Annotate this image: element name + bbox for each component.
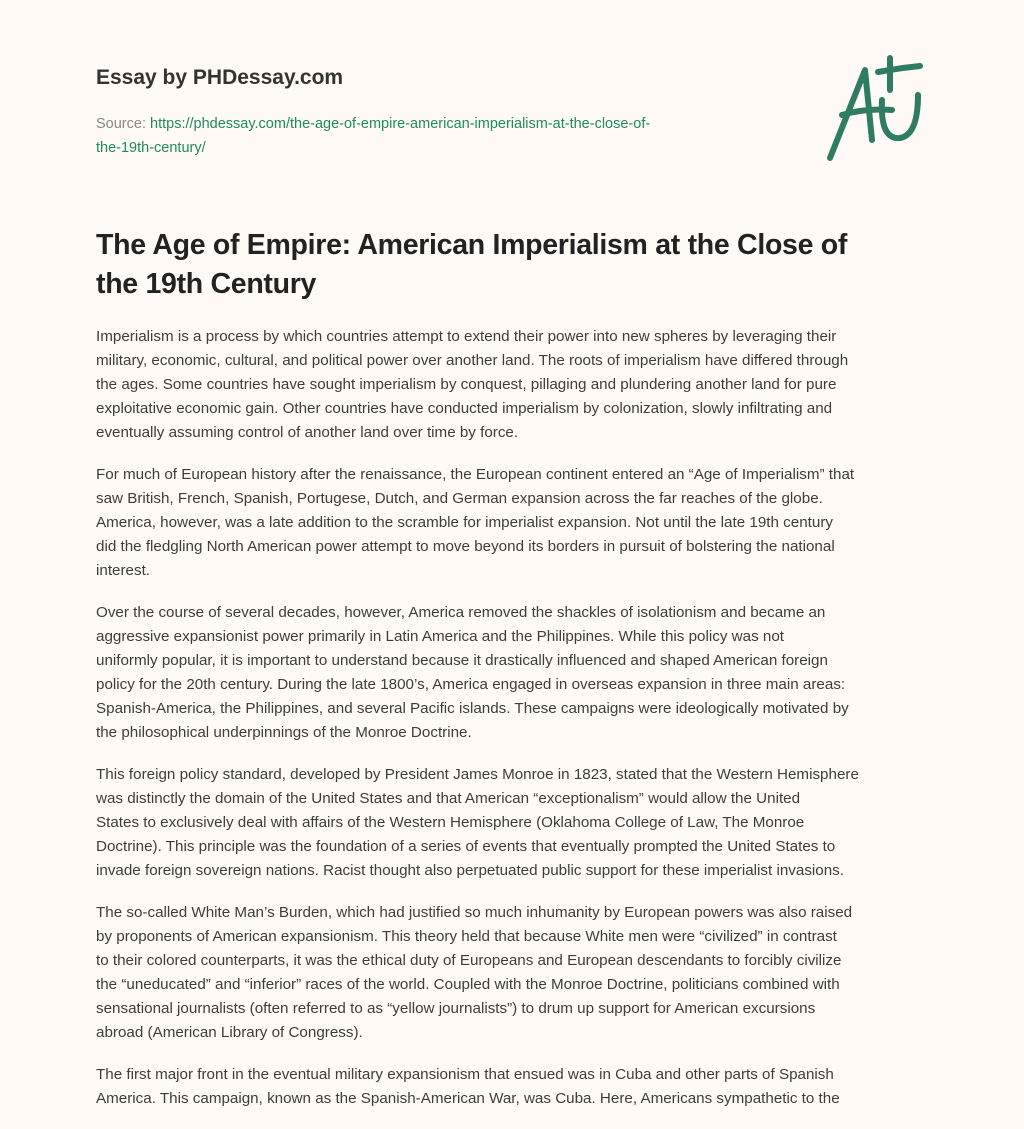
paragraph-line: sensational journalists (often referred to as “yellow journalists”) to drum up support for American excursions [96, 1000, 816, 1017]
paragraph-line: Doctrine). This principle was the foundation of a series of events that eventually prompted the United States to [96, 838, 836, 855]
paragraph-line: the philosophical underpinnings of the Monroe Doctrine. [96, 724, 472, 741]
paragraph-line: exploitative economic gain. Other countries have conducted imperialism by colonization, slowly infiltrating and [96, 400, 833, 417]
paragraph-line: the “uneducated” and “inferior” races of the world. Coupled with the Monroe Doctrine, politicians combined with [96, 976, 840, 993]
essay-paragraph [96, 1063, 956, 1111]
paragraph-line: America, however, was a late addition to the scramble for imperialist expansion. Not until the late 19th century [96, 514, 833, 531]
essay-paragraph [96, 463, 956, 583]
essay-paragraph [96, 601, 956, 745]
paragraph-line: aggressive expansionist power primarily in Latin America and the Philippines. While this policy was not [96, 628, 784, 645]
paragraph-line: uniformly popular, it is important to understand because it drastically influenced and shaped American foreign [96, 652, 828, 669]
source-label: Source: [96, 116, 146, 132]
paragraph-line: abroad (American Library of Congress). [96, 1024, 363, 1041]
source-citation [96, 112, 650, 160]
site-title: Essay by PHDessay.com [96, 66, 344, 89]
essay-body [96, 325, 956, 1129]
paragraph-line: States to exclusively deal with affairs of the Western Hemisphere (Oklahoma College of Law, The Monroe [96, 814, 805, 831]
essay-title: The Age of Empire: American Imperialism at the Close of the 19th Century [96, 229, 848, 300]
paragraph-line: The first major front in the eventual military expansionism that ensued was in Cuba and other parts of Spanish [96, 1066, 834, 1083]
paragraph-line: For much of European history after the renaissance, the European continent entered an “Age of Imperialism” that [96, 466, 855, 483]
paragraph-line: military, economic, cultural, and political power over another land. The roots of imperialism have differed through [96, 352, 849, 369]
essay-paragraph [96, 763, 956, 883]
paragraph-line: The so-called White Man’s Burden, which had justified so much inhumanity by European powers was also raised [96, 904, 853, 921]
paragraph-line: Over the course of several decades, however, America removed the shackles of isolationism and became an [96, 604, 826, 621]
paragraph-line: policy for the 20th century. During the late 1800’s, America engaged in overseas expansion in three main areas: [96, 676, 846, 693]
paragraph-line: was distinctly the domain of the United States and that American “exceptionalism” would allow the United [96, 790, 801, 807]
source-link[interactable]: https://phdessay.com/the-age-of-empire-american-imperialism-at-the-close-of- the-19th-century/ [96, 116, 651, 156]
paragraph-line: America. This campaign, known as the Spanish-American War, was Cuba. Here, Americans sympathetic to the [96, 1090, 840, 1107]
paragraph-line: the ages. Some countries have sought imperialism by conquest, pillaging and plundering another land for pure [96, 376, 837, 393]
paragraph-line: invade foreign sovereign nations. Racist thought also perpetuated public support for these imperialist invasions. [96, 862, 844, 879]
paragraph-line: eventually assuming control of another land over time by force. [96, 424, 519, 441]
paragraph-line: interest. [96, 562, 151, 579]
essay-paragraph [96, 325, 956, 445]
a-plus-logo-icon [820, 40, 930, 165]
paragraph-line: did the fledgling North American power attempt to move beyond its borders in pursuit of bolstering the national [96, 538, 835, 555]
paragraph-line: Imperialism is a process by which countries attempt to extend their power into new spheres by leveraging their [96, 328, 837, 345]
paragraph-line: by proponents of American expansionism. This theory held that because White men were “civilized” in contrast [96, 928, 837, 945]
paragraph-line: Spanish-America, the Philippines, and several Pacific islands. These campaigns were ideologically motivated by [96, 700, 849, 717]
paragraph-line: saw British, French, Spanish, Portugese, Dutch, and German expansion across the far reaches of the globe. [96, 490, 823, 507]
paragraph-line: to their colored counterparts, it was the ethical duty of Europeans and European descendants to forcibly civilize [96, 952, 842, 969]
paragraph-line: This foreign policy standard, developed by President James Monroe in 1823, stated that the Western Hemisphere [96, 766, 859, 783]
essay-paragraph [96, 901, 956, 1045]
